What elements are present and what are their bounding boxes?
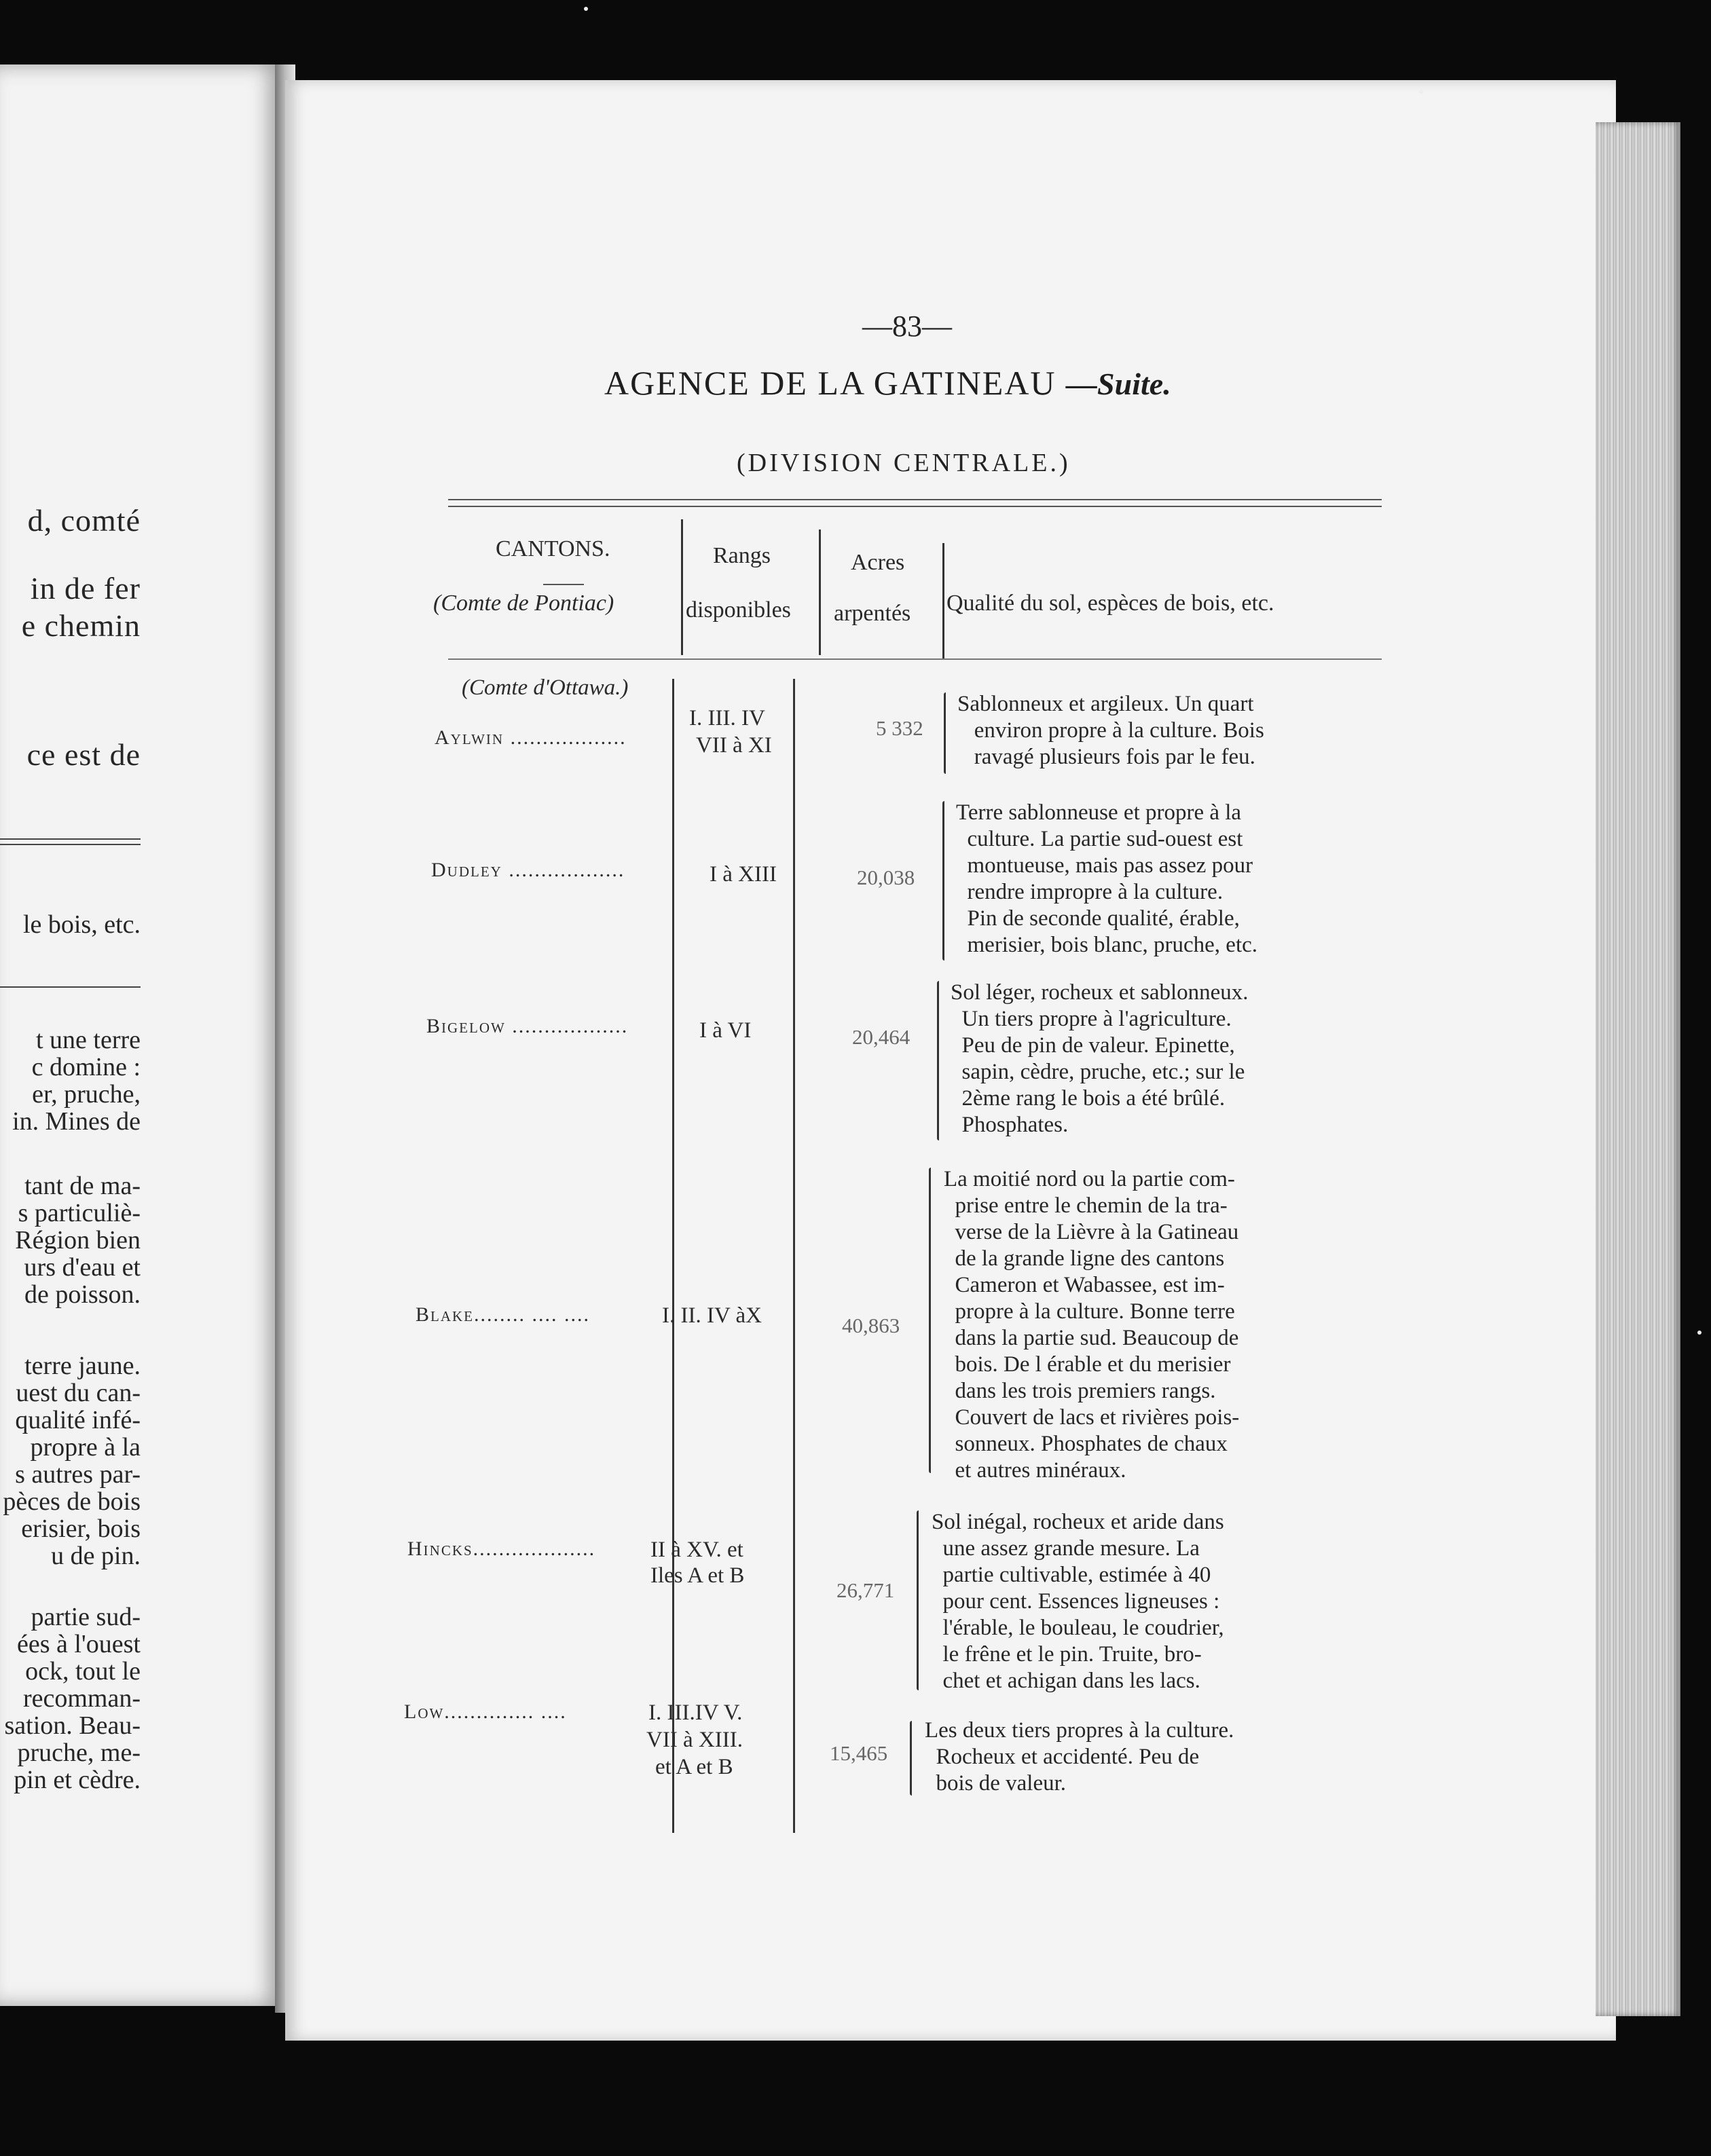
acres-value: 5 332 — [876, 716, 923, 740]
left-line: ées à l'ouest — [16, 1630, 141, 1658]
brace — [910, 1721, 912, 1796]
left-line: erisier, bois — [21, 1514, 141, 1543]
left-line: qualité infé- — [15, 1406, 141, 1434]
acres-value: 26,771 — [836, 1578, 895, 1602]
row-description: Sablonneux et argileux. Un quart environ propre à la culture. Bois ravagé plusieurs fois par le feu. — [957, 692, 1264, 769]
rangs-line: I. III. IV — [689, 706, 765, 730]
header-cantons: CANTONS. — [496, 536, 610, 561]
rangs-line: et A et B — [655, 1755, 733, 1779]
title-text: AGENCE DE LA GATINEAU — [604, 364, 1056, 402]
left-line: ce est de — [26, 737, 141, 772]
canton-name: Bigelow .................. — [426, 1015, 629, 1037]
row-description: Sol léger, rocheux et sablonneux. Un tiers propre à l'agriculture. Peu de pin de valeur. Epinette, sapin, cèdre, pruche, etc.; sur le 2ème rang le bois a été brûlé. Phosphates. — [951, 980, 1249, 1137]
row-description: Les deux tiers propres à la culture. Rocheux et accidenté. Peu de bois de valeur. — [925, 1718, 1234, 1796]
brace — [944, 692, 946, 774]
table-header-rule — [448, 658, 1382, 660]
col-divider — [819, 529, 821, 655]
left-line: terre jaune. — [24, 1352, 141, 1380]
left-line: tant de ma- — [24, 1172, 141, 1200]
left-line: propre à la — [30, 1433, 141, 1462]
left-line: pruche, me- — [17, 1739, 141, 1767]
left-rule — [0, 838, 141, 840]
scan-speck — [1419, 90, 1423, 94]
rangs-line: I. III.IV V. — [648, 1700, 743, 1725]
rangs-line: VII à XIII. — [646, 1728, 743, 1752]
rangs-line: II à XV. et — [650, 1538, 743, 1562]
col-divider — [942, 543, 944, 658]
left-line: partie sud- — [31, 1603, 141, 1631]
col-divider — [672, 679, 674, 1833]
header-rangs-sub: disponibles — [686, 597, 791, 622]
left-line: le bois, etc. — [22, 910, 141, 939]
canton-name: Blake........ .... .... — [416, 1303, 590, 1326]
left-line: sation. Beau- — [4, 1711, 141, 1740]
cantons-dash — [543, 584, 584, 585]
left-line: in. Mines de — [12, 1107, 141, 1136]
left-line: pèces de bois — [3, 1487, 141, 1516]
rangs-line: I. II. IV àX — [662, 1303, 762, 1328]
left-line: de poisson. — [24, 1280, 141, 1309]
left-line: uest du can- — [16, 1379, 141, 1407]
col-divider — [793, 679, 795, 1833]
acres-value: 15,465 — [830, 1741, 888, 1765]
canton-name: Hincks................... — [407, 1538, 596, 1560]
canton-name: Aylwin .................. — [435, 726, 627, 749]
header-qualite: Qualité du sol, espèces de bois, etc. — [946, 591, 1274, 616]
header-cantons-sub — [433, 591, 614, 616]
brace — [917, 1510, 919, 1690]
header-cantons-sub-text: (Comte de Pontiac) — [433, 591, 614, 616]
page-number: —83— — [862, 310, 952, 343]
scan-speck — [584, 7, 588, 11]
acres-value: 20,464 — [852, 1025, 910, 1049]
title-suffix: —Suite. — [1066, 367, 1171, 401]
table-top-rule — [448, 506, 1382, 507]
left-line: Région bien — [15, 1226, 141, 1254]
rangs-line: Iles A et B — [650, 1563, 745, 1588]
rangs-line: I à XIII — [710, 862, 777, 887]
left-line: s autres par- — [15, 1460, 141, 1489]
left-line: in de fer — [30, 571, 141, 606]
page-title — [604, 363, 1171, 403]
left-line: u de pin. — [51, 1542, 141, 1570]
acres-value: 20,038 — [857, 866, 915, 889]
page-edges — [1596, 122, 1680, 2016]
left-line: t une terre — [35, 1026, 141, 1054]
left-line: urs d'eau et — [24, 1253, 141, 1282]
scan-speck — [1697, 1331, 1701, 1335]
left-rule — [0, 844, 141, 845]
table-top-rule — [448, 499, 1382, 500]
left-line: recomman- — [22, 1684, 141, 1713]
left-rule — [0, 986, 141, 988]
brace — [942, 801, 944, 961]
rangs-line: VII à XI — [696, 733, 772, 758]
left-line: pin et cèdre. — [14, 1766, 141, 1794]
acres-value: 40,863 — [842, 1314, 900, 1337]
left-line: c domine : — [31, 1053, 141, 1081]
row-description: Terre sablonneuse et propre à la culture. La partie sud-ouest est montueuse, mais pas assez pour rendre impropre à la culture. Pin de seconde qualité, érable, merisier, bois blanc, pruche, etc. — [956, 800, 1258, 957]
left-page — [0, 64, 282, 2006]
page-subtitle: (DIVISION CENTRALE.) — [737, 449, 1071, 477]
left-line: d, comté — [27, 503, 141, 538]
left-line: er, pruche, — [32, 1080, 141, 1109]
section-label: (Comte d'Ottawa.) — [462, 675, 629, 700]
canton-name: Dudley .................. — [431, 859, 625, 881]
row-description: Sol inégal, rocheux et aride dans une assez grande mesure. La partie cultivable, estimée à 40 pour cent. Essences ligneuses : l'érable, le bouleau, le coudrier, le frêne et le pin. Truite, bro- chet et achigan dans les lacs. — [932, 1510, 1224, 1693]
left-line: s particuliè- — [18, 1199, 141, 1227]
header-rangs: Rangs — [713, 543, 771, 568]
header-acres: Acres — [851, 550, 905, 575]
header-acres-sub: arpentés — [834, 601, 911, 626]
brace — [937, 981, 939, 1140]
canton-name: Low.............. .... — [404, 1700, 567, 1723]
row-description: La moitié nord ou la partie com- prise entre le chemin de la tra- verse de la Lièvre à la Gatineau de la grande ligne des cantons Cameron et Wabassee, est im- propre à la culture. Bonne terre dans la partie sud. Beaucoup de bois. De l érable et du merisier dans les trois premiers rangs. Couvert de lacs et rivières pois- sonneux. Phosphates de chaux et autres minéraux. — [944, 1167, 1240, 1483]
brace — [929, 1168, 931, 1473]
left-line: e chemin — [21, 608, 141, 643]
rangs-line: I à VI — [699, 1018, 752, 1043]
col-divider — [681, 519, 683, 655]
left-line: ock, tout le — [25, 1657, 141, 1686]
